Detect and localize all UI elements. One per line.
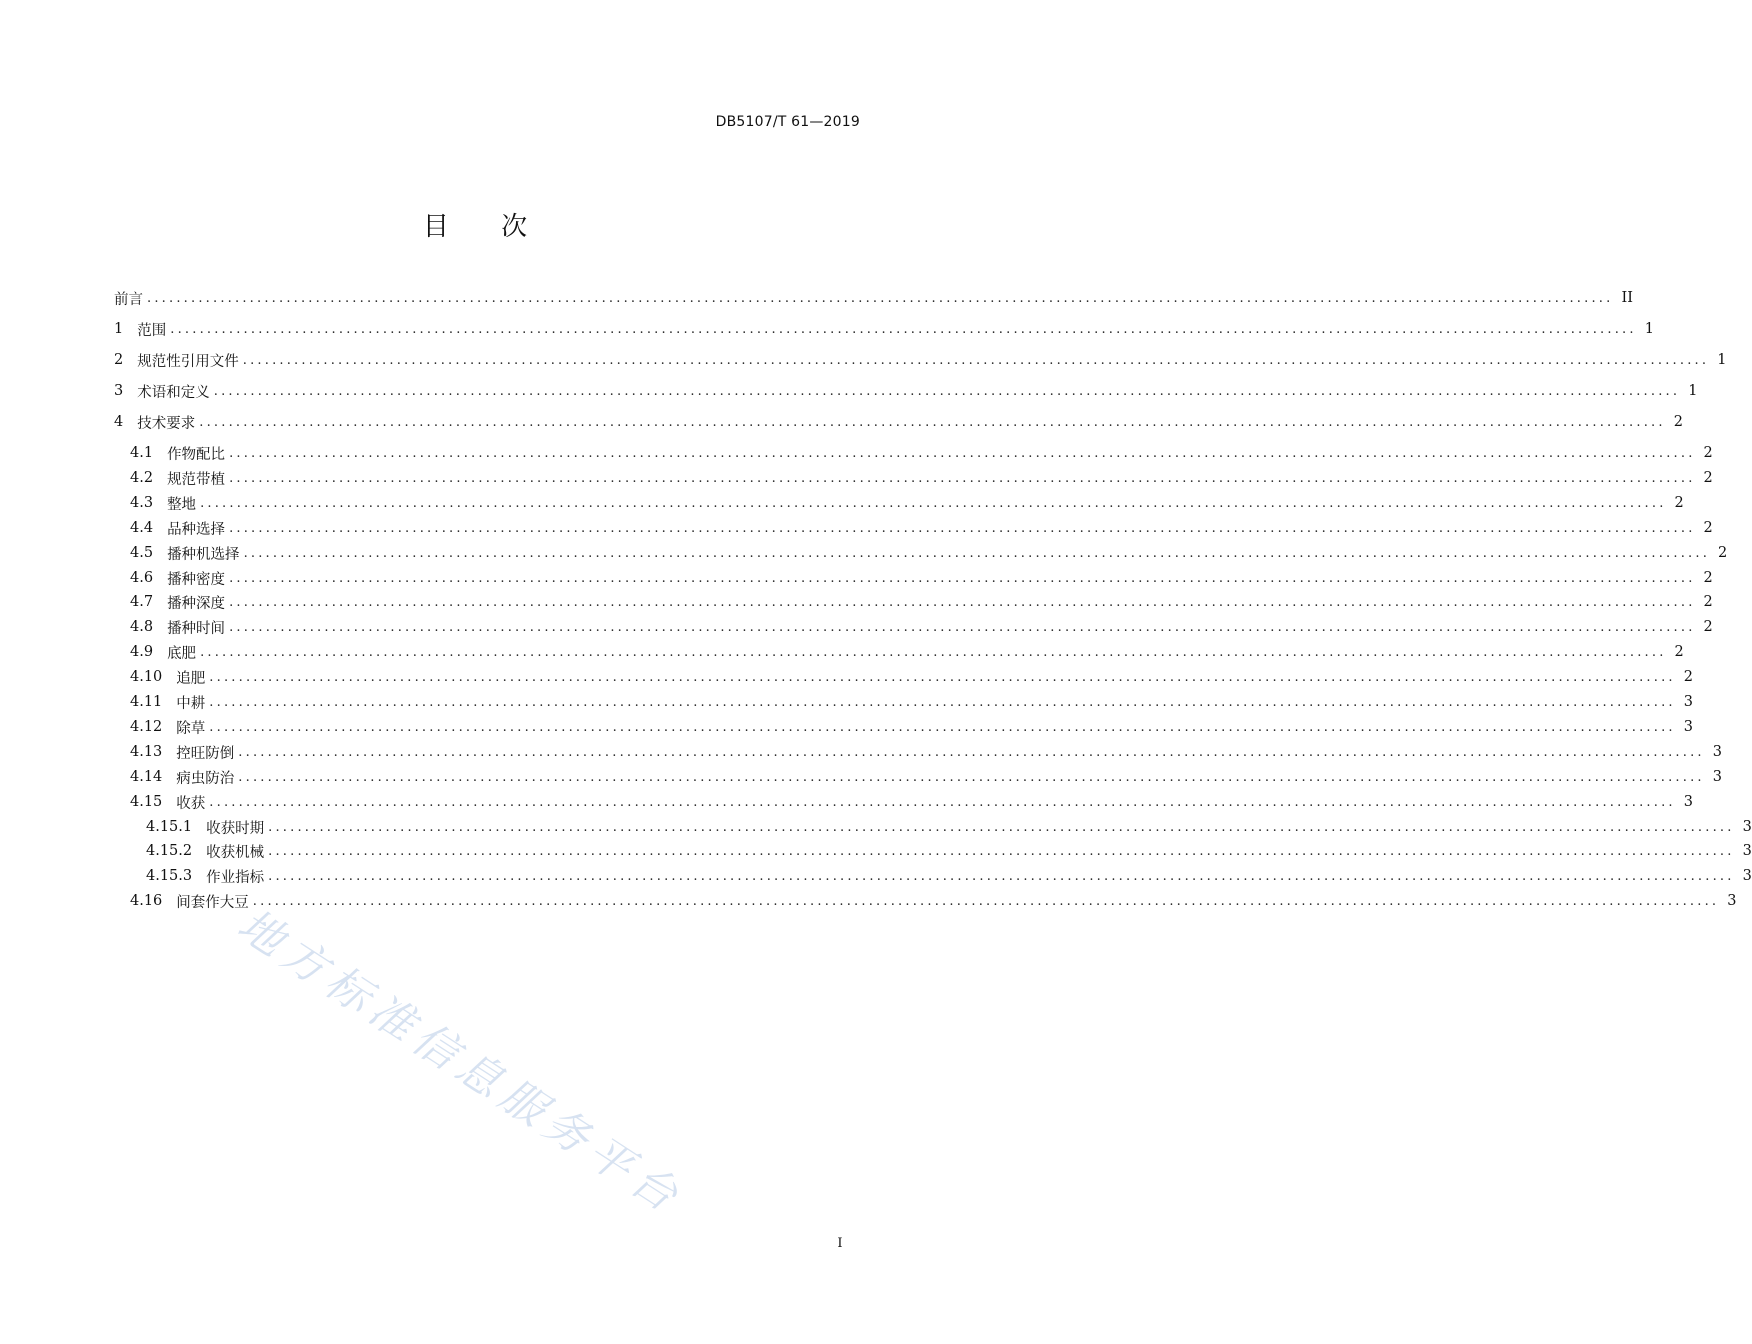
toc-dot-leader: ........................................................................................................................................................................................................ xyxy=(200,644,1667,660)
toc-entry-number: 4 xyxy=(114,414,124,430)
toc-entry[interactable] xyxy=(0,816,1752,838)
toc-entry-page: 3 xyxy=(1683,794,1693,810)
toc-entry-title: 播种深度 xyxy=(167,595,226,612)
toc-entry-title: 收获 xyxy=(176,795,206,812)
toc-entry-title: 播种密度 xyxy=(167,571,226,588)
toc-entry-number: 1 xyxy=(114,321,124,337)
toc-entry-title: 作业指标 xyxy=(206,869,265,886)
toc-dot-leader: ........................................................................................................................................................................................................ xyxy=(238,744,1705,760)
toc-dot-leader: ........................................................................................................................................................................................................ xyxy=(209,669,1676,685)
toc-entry-number: 4.12 xyxy=(130,719,163,735)
toc-entry-title: 范围 xyxy=(137,322,167,339)
watermark: 地方标准信息服务平台 xyxy=(228,899,693,1226)
toc-entry-page: 2 xyxy=(1673,414,1683,430)
toc-entry[interactable] xyxy=(0,865,1752,887)
toc-entry[interactable] xyxy=(0,840,1752,862)
toc-entry[interactable] xyxy=(0,691,1693,713)
toc-dot-leader: ........................................................................................................................................................................................................ xyxy=(268,843,1735,859)
toc-entry-title: 品种选择 xyxy=(167,521,226,538)
toc-entry[interactable] xyxy=(0,741,1722,763)
toc-entry-page: 2 xyxy=(1703,470,1713,486)
toc-entry-title: 病虫防治 xyxy=(176,770,235,787)
toc-entry-title: 收获机械 xyxy=(206,844,265,861)
toc-entry-page: 1 xyxy=(1644,321,1654,337)
toc-entry-page: 2 xyxy=(1703,594,1713,610)
toc-entry-number: 4.13 xyxy=(130,744,163,760)
footer-page-number: I xyxy=(837,1236,843,1251)
toc-entry-title: 间套作大豆 xyxy=(176,894,249,911)
toc-entry-number: 4.15.1 xyxy=(146,819,193,835)
toc-dot-leader: ........................................................................................................................................................................................................ xyxy=(229,594,1696,610)
toc-entry-title: 作物配比 xyxy=(167,446,226,463)
toc-entry-number: 4.3 xyxy=(130,495,154,511)
toc-entry-page: 2 xyxy=(1703,520,1713,536)
toc-dot-leader: ........................................................................................................................................................................................................ xyxy=(229,470,1696,486)
toc-entry[interactable] xyxy=(0,287,1633,309)
page-title: 目 次 xyxy=(422,212,550,242)
toc-entry-title: 收获时期 xyxy=(206,820,265,837)
toc-entry-title: 规范性引用文件 xyxy=(137,353,239,370)
toc-dot-leader: ........................................................................................................................................................................................................ xyxy=(268,868,1735,884)
toc-dot-leader: ........................................................................................................................................................................................................ xyxy=(242,352,1710,368)
toc-entry-title: 术语和定义 xyxy=(137,384,210,401)
toc-entry-page: 3 xyxy=(1712,744,1722,760)
toc-entry[interactable] xyxy=(0,666,1693,688)
toc-dot-leader: ........................................................................................................................................................................................................ xyxy=(209,719,1676,735)
toc-entry-title: 规范带植 xyxy=(167,471,226,488)
toc-entry-page: 1 xyxy=(1688,383,1698,399)
toc-entry[interactable] xyxy=(0,492,1684,514)
toc-entry-page: 2 xyxy=(1718,545,1728,561)
toc-entry[interactable] xyxy=(0,380,1698,402)
toc-entry[interactable] xyxy=(0,517,1713,539)
toc-dot-leader: ........................................................................................................................................................................................................ xyxy=(243,545,1711,561)
toc-entry-page: 2 xyxy=(1703,619,1713,635)
toc-entry-page: 2 xyxy=(1674,644,1684,660)
toc-entry-number: 4.8 xyxy=(130,619,154,635)
toc-dot-leader: ........................................................................................................................................................................................................ xyxy=(252,893,1720,909)
toc-entry-title: 前言 xyxy=(114,291,143,308)
toc-entry-number: 4.15.3 xyxy=(146,868,193,884)
toc-entry-number: 4.10 xyxy=(130,669,163,685)
toc-entry-number: 4.1 xyxy=(130,445,154,461)
toc-entry-page: 3 xyxy=(1727,893,1737,909)
toc-entry[interactable] xyxy=(0,567,1713,589)
toc-entry-title: 追肥 xyxy=(176,670,206,687)
toc-dot-leader: ........................................................................................................................................................................................................ xyxy=(229,570,1696,586)
toc-entry[interactable] xyxy=(0,442,1713,464)
toc-entry-number: 4.6 xyxy=(130,570,154,586)
toc-entry-number: 4.15.2 xyxy=(146,843,193,859)
toc-dot-leader: ........................................................................................................................................................................................................ xyxy=(238,769,1705,785)
toc-entry-title: 播种时间 xyxy=(167,620,226,637)
toc-entry-number: 4.7 xyxy=(130,594,154,610)
toc-entry-number: 4.5 xyxy=(130,545,154,561)
toc-entry-number: 2 xyxy=(114,352,124,368)
toc-entry[interactable] xyxy=(0,716,1693,738)
toc-entry-page: 3 xyxy=(1712,769,1722,785)
toc-dot-leader: ........................................................................................................................................................................................................ xyxy=(199,414,1666,430)
toc-entry-page: 3 xyxy=(1742,843,1752,859)
toc-dot-leader: ........................................................................................................................................................................................................ xyxy=(268,819,1735,835)
toc-entry[interactable] xyxy=(0,542,1728,564)
toc-entry-page: 2 xyxy=(1683,669,1693,685)
toc-entry-number: 4.15 xyxy=(130,794,163,810)
toc-entry[interactable] xyxy=(0,467,1713,489)
toc-entry-number: 4.4 xyxy=(130,520,154,536)
toc-entry-page: 3 xyxy=(1683,719,1693,735)
toc-entry-page: 1 xyxy=(1717,352,1727,368)
toc-entry-page: 3 xyxy=(1742,819,1752,835)
toc-dot-leader: ........................................................................................................................................................................................................ xyxy=(213,383,1681,399)
toc-dot-leader: ........................................................................................................................................................................................................ xyxy=(229,619,1696,635)
toc-dot-leader: ........................................................................................................................................................................................................ xyxy=(209,794,1676,810)
toc-entry-title: 底肥 xyxy=(167,645,197,662)
toc-entry[interactable] xyxy=(0,766,1722,788)
toc-entry[interactable] xyxy=(0,791,1693,813)
toc-entry-title: 技术要求 xyxy=(137,415,196,432)
toc-entry-page: 2 xyxy=(1703,570,1713,586)
toc-entry-number: 4.9 xyxy=(130,644,154,660)
toc-entry-page: II xyxy=(1621,290,1633,306)
toc-entry-title: 播种机选择 xyxy=(167,546,240,563)
toc-entry-title: 中耕 xyxy=(176,695,206,712)
toc-dot-leader: ........................................................................................................................................................................................................ xyxy=(200,495,1667,511)
document-id: DB5107/T 61—2019 xyxy=(715,114,860,130)
toc-entry-page: 2 xyxy=(1674,495,1684,511)
toc-entry-page: 2 xyxy=(1703,445,1713,461)
toc-entry[interactable] xyxy=(0,411,1683,433)
toc-entry-number: 4.16 xyxy=(130,893,163,909)
toc-dot-leader: ........................................................................................................................................................................................................ xyxy=(229,520,1696,536)
toc-entry-page: 3 xyxy=(1683,694,1693,710)
toc-entry[interactable] xyxy=(0,318,1654,340)
toc-entry-number: 4.11 xyxy=(130,694,163,710)
toc-entry[interactable] xyxy=(0,616,1713,638)
toc-dot-leader: ........................................................................................................................................................................................................ xyxy=(229,445,1696,461)
toc-entry-title: 整地 xyxy=(167,496,197,513)
toc-dot-leader: ........................................................................................................................................................................................................ xyxy=(209,694,1676,710)
toc-dot-leader: ........................................................................................................................................................................................................ xyxy=(147,290,1614,306)
toc-entry-title: 除草 xyxy=(176,720,206,737)
toc-entry-number: 3 xyxy=(114,383,124,399)
toc-entry[interactable] xyxy=(0,591,1713,613)
toc-entry-title: 控旺防倒 xyxy=(176,745,235,762)
toc-dot-leader: ........................................................................................................................................................................................................ xyxy=(170,321,1637,337)
toc-entry[interactable] xyxy=(0,890,1737,912)
toc-entry[interactable] xyxy=(0,641,1684,663)
toc-entry[interactable] xyxy=(0,349,1727,371)
toc-entry-page: 3 xyxy=(1742,868,1752,884)
toc-entry-number: 4.14 xyxy=(130,769,163,785)
toc-entry-number: 4.2 xyxy=(130,470,154,486)
